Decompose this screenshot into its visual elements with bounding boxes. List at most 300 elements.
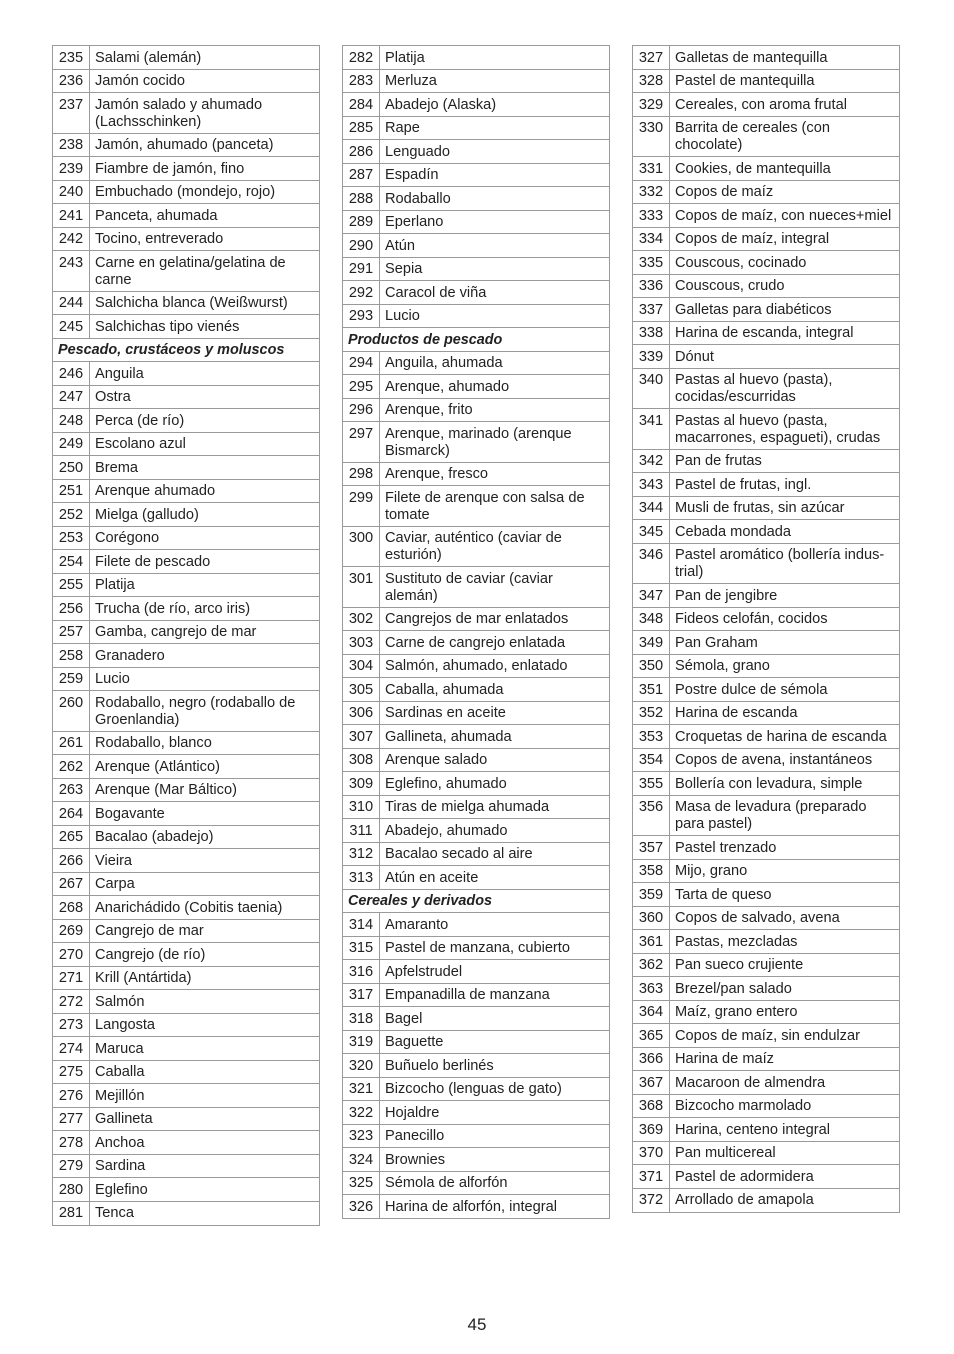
item-number: 345 <box>633 520 670 543</box>
table-row <box>633 860 899 884</box>
item-number: 330 <box>633 117 670 157</box>
item-number: 314 <box>343 913 380 936</box>
item-number: 243 <box>53 251 90 291</box>
item-name: Barrita de cereales (con chocolate) <box>675 120 830 153</box>
item-number: 297 <box>343 422 380 462</box>
table-row <box>343 1172 609 1196</box>
item-number: 300 <box>343 527 380 567</box>
item-name: Copos de maíz <box>675 184 774 200</box>
item-number: 323 <box>343 1125 380 1148</box>
item-name: Arenque, frito <box>385 402 473 418</box>
table-row <box>633 584 899 608</box>
table-row <box>633 322 899 346</box>
item-name: Arenque, ahumado <box>385 378 510 395</box>
item-number: 332 <box>633 181 670 204</box>
item-name: Pan Graham <box>675 634 758 651</box>
item-number: 310 <box>343 796 380 819</box>
item-name: Tocino, entreverado <box>95 231 224 247</box>
table-row <box>633 1001 899 1025</box>
item-number: 364 <box>633 1001 670 1024</box>
item-name: Buñuelo berlinés <box>385 1057 494 1074</box>
table-row <box>53 597 319 621</box>
table-row <box>633 369 899 410</box>
item-name: Caballa, ahumada <box>385 681 504 698</box>
table-row <box>343 631 609 655</box>
item-number: 239 <box>53 157 90 180</box>
item-name: Mijo, grano <box>675 863 748 879</box>
item-number: 321 <box>343 1078 380 1101</box>
item-name: Sardina <box>95 1158 146 1174</box>
item-name: Arenque ahumado <box>95 483 216 499</box>
table-row <box>343 984 609 1008</box>
item-number: 311 <box>343 819 380 842</box>
item-name: Harina de alforfón, integral <box>385 1198 557 1215</box>
table-row <box>343 527 609 568</box>
item-number: 351 <box>633 678 670 701</box>
table-row <box>53 621 319 645</box>
item-name: Panecillo <box>385 1128 445 1144</box>
table-row <box>343 375 609 399</box>
item-number: 272 <box>53 990 90 1013</box>
item-number: 328 <box>633 70 670 93</box>
table-row <box>633 930 899 954</box>
item-name: Sémola de alforfón <box>385 1175 508 1191</box>
table-row <box>53 1014 319 1038</box>
item-number: 296 <box>343 399 380 422</box>
table-row <box>633 608 899 632</box>
item-name: Brezel/pan salado <box>675 980 792 997</box>
item-number: 302 <box>343 608 380 631</box>
table-row <box>53 943 319 967</box>
table-row <box>343 749 609 773</box>
item-name: Arenque salado <box>385 752 488 768</box>
table-row <box>633 1189 899 1212</box>
item-name: Carne de cangrejo enlatada <box>385 634 566 651</box>
table-row <box>343 486 609 527</box>
table-row <box>53 456 319 480</box>
item-name: Perca (de río) <box>95 412 185 429</box>
table-row <box>53 480 319 504</box>
table-row <box>633 1118 899 1142</box>
item-number: 337 <box>633 298 670 321</box>
item-name: Copos de maíz, sin endulzar <box>675 1027 860 1044</box>
item-number: 291 <box>343 258 380 281</box>
item-name: Cebada mondada <box>675 523 792 540</box>
item-number: 257 <box>53 621 90 644</box>
item-number: 349 <box>633 631 670 654</box>
item-name: Harina de maíz <box>675 1051 774 1067</box>
table-row <box>633 181 899 205</box>
table-row <box>343 211 609 235</box>
table-row <box>343 117 609 141</box>
table-row <box>53 826 319 850</box>
table-row <box>633 977 899 1001</box>
item-number: 319 <box>343 1031 380 1054</box>
item-number: 242 <box>53 228 90 251</box>
item-number: 251 <box>53 480 90 503</box>
item-name: Harina de escanda <box>675 705 798 721</box>
table-row <box>633 298 899 322</box>
item-name: Pastel de frutas, ingl. <box>675 476 812 493</box>
table-row <box>633 1048 899 1072</box>
item-number: 276 <box>53 1084 90 1107</box>
item-name: Cangrejos de mar enlatados <box>385 611 569 627</box>
item-name: Salami (alemán) <box>95 49 202 66</box>
table-row <box>633 954 899 978</box>
item-number: 266 <box>53 849 90 872</box>
item-number: 338 <box>633 322 670 345</box>
table-row <box>633 725 899 749</box>
item-number: 254 <box>53 550 90 573</box>
item-number: 322 <box>343 1101 380 1124</box>
table-row <box>53 181 319 205</box>
item-number: 353 <box>633 725 670 748</box>
item-number: 336 <box>633 275 670 298</box>
item-number: 365 <box>633 1024 670 1047</box>
item-name: Bogavante <box>95 805 165 822</box>
table-row <box>53 691 319 732</box>
table-row <box>53 896 319 920</box>
item-number: 270 <box>53 943 90 966</box>
table-row <box>53 1202 319 1225</box>
table-row <box>53 251 319 292</box>
item-number: 265 <box>53 826 90 849</box>
table-row <box>343 1195 609 1218</box>
item-number: 316 <box>343 960 380 983</box>
item-number: 236 <box>53 70 90 93</box>
item-name: Krill (Antártida) <box>95 970 192 986</box>
item-name: Cangrejo de mar <box>95 923 204 939</box>
item-name: Arenque, fresco <box>385 466 489 482</box>
item-number: 357 <box>633 836 670 859</box>
item-number: 262 <box>53 755 90 778</box>
item-name: Corégono <box>95 530 160 546</box>
table-row <box>343 463 609 487</box>
table-row <box>53 802 319 826</box>
item-name: Pan sueco crujiente <box>675 957 804 973</box>
item-number: 244 <box>53 292 90 315</box>
item-number: 245 <box>53 315 90 338</box>
table-row <box>633 749 899 773</box>
item-number: 366 <box>633 1048 670 1071</box>
item-number: 361 <box>633 930 670 953</box>
section-header: Productos de pescado <box>343 328 609 352</box>
item-number: 313 <box>343 866 380 889</box>
item-name: Salchichas tipo vienés <box>95 318 240 335</box>
item-name: Masa de levadura (preparado para pastel) <box>675 799 867 832</box>
item-number: 342 <box>633 450 670 473</box>
table-row <box>53 849 319 873</box>
table-row <box>343 843 609 867</box>
table-row <box>633 1024 899 1048</box>
item-number: 320 <box>343 1054 380 1077</box>
item-number: 282 <box>343 46 380 69</box>
item-name: Croquetas de harina de escanda <box>675 728 887 745</box>
table-row <box>343 70 609 94</box>
table-row <box>343 937 609 961</box>
item-name: Gallineta <box>95 1111 153 1127</box>
table-row <box>343 608 609 632</box>
item-name: Pan de frutas <box>675 453 762 469</box>
item-number: 286 <box>343 140 380 163</box>
item-name: Eperlano <box>385 214 444 230</box>
item-number: 372 <box>633 1189 670 1212</box>
item-name: Lucio <box>95 671 130 687</box>
table-row <box>633 520 899 544</box>
item-name: Bizcocho (lenguas de gato) <box>385 1081 562 1097</box>
item-name: Salmón <box>95 993 145 1010</box>
item-number: 368 <box>633 1095 670 1118</box>
item-name: Copos de salvado, avena <box>675 910 840 926</box>
item-name: Jamón, ahumado (panceta) <box>95 137 274 153</box>
table-row <box>343 281 609 305</box>
item-name: Copos de maíz, con nueces+miel <box>675 207 892 224</box>
table-row <box>343 702 609 726</box>
item-number: 235 <box>53 46 90 69</box>
table-row <box>53 668 319 692</box>
item-name: Atún en aceite <box>385 869 479 886</box>
item-number: 343 <box>633 473 670 496</box>
table-row <box>343 234 609 258</box>
item-number: 289 <box>343 211 380 234</box>
table-row <box>53 873 319 897</box>
item-name: Cereales, con aroma frutal <box>675 96 847 113</box>
item-name: Caballa <box>95 1064 145 1080</box>
item-number: 269 <box>53 920 90 943</box>
item-name: Galletas de mantequilla <box>675 49 828 66</box>
item-name: Jamón cocido <box>95 73 186 89</box>
table-row <box>633 1095 899 1119</box>
item-number: 370 <box>633 1142 670 1165</box>
food-table-column-1 <box>52 45 320 1226</box>
item-name: Abadejo (Alaska) <box>385 96 497 113</box>
item-name: Tiras de mielga ahumada <box>385 799 550 815</box>
table-row <box>53 1061 319 1085</box>
table-row <box>53 70 319 94</box>
item-number: 263 <box>53 779 90 802</box>
table-row <box>343 772 609 796</box>
item-name: Anguila, ahumada <box>385 355 503 371</box>
table-row <box>343 819 609 843</box>
item-name: Eglefino <box>95 1181 148 1198</box>
item-name: Filete de pescado <box>95 553 211 570</box>
item-name: Espadín <box>385 167 439 183</box>
item-name: Lenguado <box>385 143 450 160</box>
item-name: Rodaballo, negro (rodaballo de Groenlandia) <box>95 694 296 728</box>
item-name: Caviar, auténtico (caviar de esturión) <box>385 530 562 563</box>
table-row <box>633 907 899 931</box>
item-number: 318 <box>343 1007 380 1030</box>
item-number: 247 <box>53 386 90 409</box>
item-number: 307 <box>343 725 380 748</box>
item-name: Vieira <box>95 852 133 869</box>
table-row <box>53 386 319 410</box>
table-row <box>53 503 319 527</box>
item-number: 299 <box>343 486 380 526</box>
item-number: 358 <box>633 860 670 883</box>
item-name: Sardinas en aceite <box>385 705 506 721</box>
item-name: Fiambre de jamón, fino <box>95 160 245 177</box>
table-row <box>53 134 319 158</box>
item-name: Atún <box>385 237 416 254</box>
item-name: Pastas al huevo (pasta), cocidas/escurridas <box>675 372 833 405</box>
table-row <box>343 140 609 164</box>
table-row <box>633 157 899 181</box>
item-name: Harina, centeno integral <box>675 1121 830 1138</box>
item-number: 256 <box>53 597 90 620</box>
item-name: Maíz, grano entero <box>675 1004 798 1020</box>
table-row <box>53 46 319 70</box>
table-row <box>633 631 899 655</box>
item-number: 354 <box>633 749 670 772</box>
item-name: Couscous, crudo <box>675 278 785 294</box>
item-number: 280 <box>53 1178 90 1201</box>
item-name: Pastel de adormidera <box>675 1168 814 1185</box>
item-number: 249 <box>53 433 90 456</box>
item-number: 267 <box>53 873 90 896</box>
item-number: 360 <box>633 907 670 930</box>
item-number: 294 <box>343 352 380 375</box>
item-name: Pastel de manzana, cubierto <box>385 940 570 956</box>
item-name: Granadero <box>95 647 165 664</box>
item-name: Pastel trenzado <box>675 839 777 856</box>
item-number: 371 <box>633 1165 670 1188</box>
table-row <box>633 1165 899 1189</box>
item-name: Bollería con levadura, simple <box>675 775 863 792</box>
item-number: 325 <box>343 1172 380 1195</box>
item-name: Amaranto <box>385 916 449 933</box>
item-number: 238 <box>53 134 90 157</box>
table-row <box>633 228 899 252</box>
table-row <box>53 920 319 944</box>
item-number: 341 <box>633 409 670 449</box>
table-row <box>633 93 899 117</box>
item-name: Lucio <box>385 308 420 324</box>
item-name: Bizcocho marmolado <box>675 1098 812 1114</box>
table-row <box>53 574 319 598</box>
item-name: Anchoa <box>95 1134 145 1151</box>
item-number: 246 <box>53 362 90 385</box>
item-number: 306 <box>343 702 380 725</box>
item-number: 333 <box>633 204 670 227</box>
item-number: 252 <box>53 503 90 526</box>
item-name: Salchicha blanca (Weißwurst) <box>95 295 288 311</box>
item-name: Sémola, grano <box>675 658 770 674</box>
table-row <box>343 46 609 70</box>
item-name: Ostra <box>95 389 131 405</box>
table-row <box>53 1178 319 1202</box>
table-row <box>633 46 899 70</box>
item-name: Pastel de mantequilla <box>675 73 815 89</box>
item-name: Anarichádido (Cobitis taenia) <box>95 899 283 916</box>
item-number: 250 <box>53 456 90 479</box>
table-row <box>633 1071 899 1095</box>
table-row <box>53 550 319 574</box>
item-name: Bacalao secado al aire <box>385 846 533 862</box>
item-number: 293 <box>343 305 380 328</box>
table-row <box>633 473 899 497</box>
item-number: 350 <box>633 655 670 678</box>
table-row <box>53 1084 319 1108</box>
table-row <box>343 399 609 423</box>
item-number: 275 <box>53 1061 90 1084</box>
item-number: 355 <box>633 772 670 795</box>
table-row <box>633 345 899 369</box>
item-number: 285 <box>343 117 380 140</box>
item-name: Sustituto de caviar (caviar alemán) <box>385 570 553 604</box>
item-name: Arenque, marinado (arenque Bismarck) <box>385 425 572 459</box>
item-name: Platija <box>385 49 425 66</box>
table-row <box>53 409 319 433</box>
table-row <box>53 362 319 386</box>
item-name: Hojaldre <box>385 1104 440 1121</box>
item-name: Tenca <box>95 1205 134 1221</box>
table-row <box>343 678 609 702</box>
table-row <box>343 1007 609 1031</box>
item-name: Bacalao (abadejo) <box>95 829 214 845</box>
item-number: 326 <box>343 1195 380 1218</box>
item-number: 295 <box>343 375 380 398</box>
item-name: Eglefino, ahumado <box>385 775 507 792</box>
item-number: 301 <box>343 567 380 607</box>
item-name: Copos de avena, instantáneos <box>675 752 873 768</box>
table-row <box>343 1054 609 1078</box>
item-number: 240 <box>53 181 90 204</box>
table-row <box>633 836 899 860</box>
item-number: 284 <box>343 93 380 116</box>
item-name: Maruca <box>95 1040 144 1057</box>
item-name: Abadejo, ahumado <box>385 822 508 839</box>
item-name: Langosta <box>95 1017 156 1033</box>
table-row <box>633 678 899 702</box>
item-name: Sepia <box>385 261 423 277</box>
section-header: Pescado, crustáceos y moluscos <box>53 339 319 363</box>
table-row <box>633 251 899 275</box>
item-number: 258 <box>53 644 90 667</box>
item-name: Carpa <box>95 876 135 892</box>
item-number: 303 <box>343 631 380 654</box>
item-number: 352 <box>633 702 670 725</box>
item-name: Escolano azul <box>95 436 186 452</box>
item-number: 241 <box>53 204 90 227</box>
item-number: 308 <box>343 749 380 772</box>
item-number: 259 <box>53 668 90 691</box>
item-number: 367 <box>633 1071 670 1094</box>
item-number: 298 <box>343 463 380 486</box>
table-row <box>53 1037 319 1061</box>
item-name: Postre dulce de sémola <box>675 681 828 698</box>
item-name: Mielga (galludo) <box>95 506 199 523</box>
item-number: 255 <box>53 574 90 597</box>
item-number: 260 <box>53 691 90 731</box>
item-name: Cangrejo (de río) <box>95 946 206 963</box>
table-row <box>343 258 609 282</box>
item-name: Arenque (Atlántico) <box>95 758 220 775</box>
item-name: Tarta de queso <box>675 886 772 903</box>
table-row <box>53 157 319 181</box>
item-number: 356 <box>633 796 670 836</box>
table-row <box>53 755 319 779</box>
table-row <box>633 204 899 228</box>
table-row <box>343 1148 609 1172</box>
item-name: Copos de maíz, integral <box>675 231 830 247</box>
item-name: Empanadilla de manzana <box>385 987 550 1003</box>
table-row <box>53 990 319 1014</box>
item-number: 331 <box>633 157 670 180</box>
item-number: 253 <box>53 527 90 550</box>
item-name: Embuchado (mondejo, rojo) <box>95 184 276 200</box>
food-table-column-3 <box>632 45 900 1213</box>
